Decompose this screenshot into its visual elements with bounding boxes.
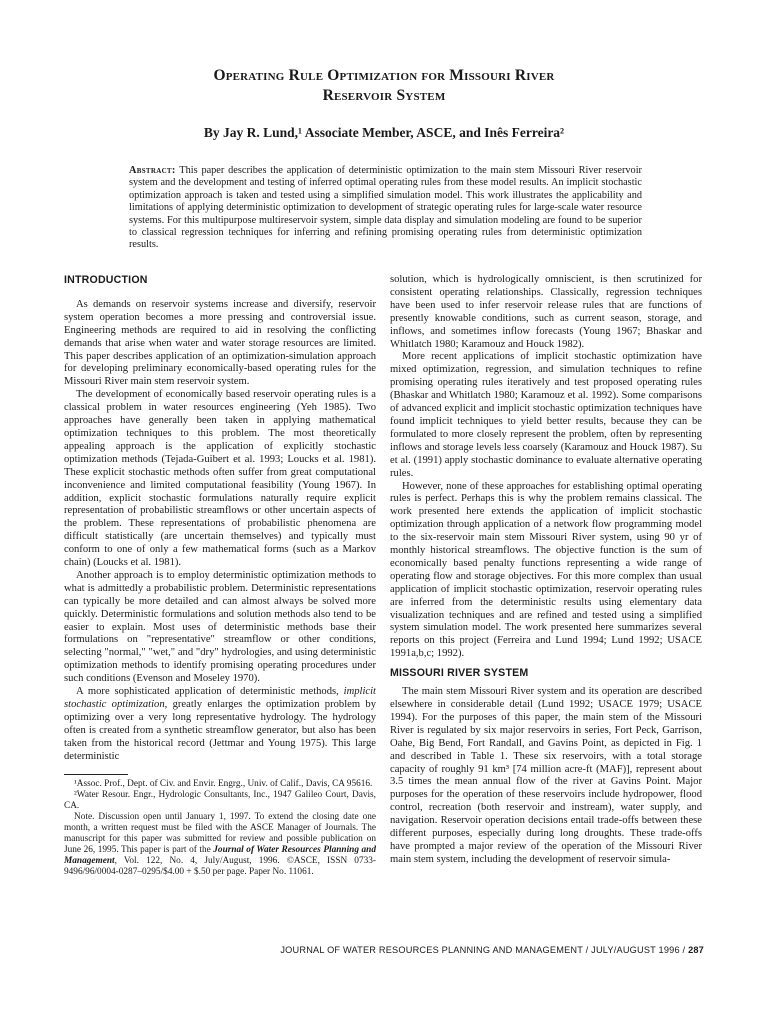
right-column: [390, 274, 702, 867]
left-column: [64, 274, 376, 878]
page-footer: [280, 945, 704, 955]
footnotes: [64, 779, 376, 879]
footnote-rule: [64, 774, 128, 775]
paragraph: The development of economically based reservoir operating rules is a classical problem in water resources engineering (Yeh 1985). Two approaches have generally been taken in applying mathematical optimization techniques to this problem. The most theoretically appealing approach is the application of explicitly stochastic optimization methods (Tejada-Guibert et al. 1993; Loucks et al. 1981). These explicit stochastic methods often suffer from great computational inconvenience and limited computational feasibility (Young 1967). In addition, explicit stochastic formulations naturally require explicit representation of probabilistic streamflows or other uncertain aspects of the problem. These representations of probabilistic phenomena are difficult statistically (are uncertain themselves) and typically must conform to one of only a few mathematical forms (such as a Markov chain) (Loucks et al. 1981).: [64, 389, 376, 569]
footnote-2: ²Water Resour. Engr., Hydrologic Consultants, Inc., 1947 Galileo Court, Davis, CA.: [64, 789, 376, 811]
text-run: , greatly enlarges the optimization problem by optimizing over a very long representative hydrology. The hydrology often is created from a synthetic streamflow generator, but also has been taken from the historical record (Jettmar and Young 1975). This large deterministic: [64, 699, 376, 762]
abstract-label: Abstract:: [129, 165, 176, 176]
text-run: , Vol. 122, No. 4, July/August, 1996. ©ASCE, ISSN 0733-9496/96/0004-0287–0295/$4.00 + $.50 per page. Paper No. 11061.: [64, 856, 376, 878]
section-heading-introduction: INTRODUCTION: [64, 274, 148, 286]
paragraph: The main stem Missouri River system and its operation are described elsewhere in considerable detail (Lund 1992; USACE 1979; USACE 1994). For the purposes of this paper, the main stem of the Missouri River is regulated by six major reservoirs in series, Fort Peck, Garrison, Oahe, Big Bend, Fort Randall, and Gavins Point, as depicted in Fig. 1 and described in Table 1. These six reservoirs, with a total storage capacity of roughly 91 km³ [74 million acre-ft (MAF)], represent about 3.5 times the mean annual flow of the river at Gavins Point. Major purposes for the operation of these reservoirs include hydropower, flood control, recreation (both reservoir and instream), water supply, and navigation. Reservoir operation decisions entail trade-offs between these different purposes, especially during long droughts. These trade-offs have prompted a major review of the operation of the Missouri River main stem system, including the development of reservoir simula-: [390, 686, 702, 865]
abstract: [129, 165, 642, 252]
discussion-note: [64, 812, 376, 879]
footnote-1: ¹Assoc. Prof., Dept. of Civ. and Envir. Engrg., Univ. of Calif., Davis, CA 95616.: [74, 778, 373, 789]
author-line: By Jay R. Lund,¹ Associate Member, ASCE, and Inês Ferreira²: [203, 125, 565, 140]
text-run: Note. Discussion open until January 1, 1997. To extend the closing date one month, a written request must be filed with the ASCE Manager of Journals. The manuscript for this paper was submitted for review and possible publication on June 26, 1995. This paper is part of the: [64, 811, 376, 856]
paper-title: [60, 66, 708, 106]
abstract-text: This paper describes the application of deterministic optimization to the main stem Missouri River reservoir system and the development and testing of inferred optimal operating rules from these model results. An implicit stochastic optimization approach is taken and tested using a simplified simulation model. This work illustrates the applicability and limitations of applying deterministic optimization to development of strategic operating rules for large-scale water resource systems. For this multipurpose multireservoir system, simple data display and simulation modeling are found to be superior to classical regression techniques for inferring and refining promising operating rules from deterministic optimization results.: [129, 165, 642, 251]
footer-journal: JOURNAL OF WATER RESOURCES PLANNING AND MANAGEMENT / JULY/AUGUST 1996 /: [280, 945, 689, 955]
paragraph: Another approach is to employ deterministic optimization methods to what is admittedly a probabilistic problem. Deterministic representations can typically be more detailed and can almost always be solved more quickly. Deterministic formulations and solution methods also tend to be easier to explain. Most uses of deterministic methods base their formulations on "representative" streamflow or other conditions, selecting "normal," "wet," and "dry" hydrologies, and using deterministic optimization methods to identify promising operating procedures under such conditions (Evenson and Moseley 1970).: [64, 569, 376, 685]
emphasis-text: implicit stochastic optimization: [64, 686, 376, 710]
title-line-1: Operating Rule Optimization for Missouri River: [213, 67, 555, 84]
text-run: A more sophisticated application of deterministic methods,: [76, 686, 344, 698]
journal-name: Journal of Water Resources Planning and Management: [64, 845, 376, 867]
page-number: 287: [688, 945, 704, 955]
paragraph: solution, which is hydrologically omniscient, is then scrutinized for consistent operating relationships. Classically, regression techniques have been used to infer reservoir release rules that are functions of presently knowable conditions, such as current season, storage, and inflows, and sometimes inflow forecasts (Young 1967; Bhaskar and Whitlatch 1980; Karamouz and Houck 1982).: [390, 274, 702, 350]
paragraph: However, none of these approaches for establishing optimal operating rules is perfect. Perhaps this is why the problem remains classical. The work presented here extends the application of implicit stochastic optimization through application of a network flow programming model to the six-reservoir main stem Missouri River system, using 90 yr of monthly historical streamflows. The objective function is the sum of economically based penalty functions representing a wide range of operating flow and storage objectives. For this more complex than usual application of implicit stochastic optimization, reservoir operating rules are inferred from the deterministic results using elementary data visualization techniques and are refined and tested using a simplified system simulation model. The work presented here summarizes several reports on this project (Ferreira and Lund 1994; Lund 1992; USACE 1991a,b,c; 1992).: [390, 480, 702, 660]
paragraph: [64, 686, 376, 763]
section-heading-missouri-river-system: MISSOURI RIVER SYSTEM: [390, 667, 529, 680]
paragraph: As demands on reservoir systems increase and diversify, reservoir system operation becomes a more pressing and controversial issue. Engineering methods are required to aid in resolving the conflicting demands that arise when water and water storage resources are limited. This paper describes application of an optimization-simulation approach for developing preliminary economically-based operating rules for the Missouri River main stem reservoir system.: [64, 298, 376, 388]
paragraph: More recent applications of implicit stochastic optimization have mixed optimization, regression, and simulation techniques to refine promising operating rules iteratively and test proposed operating rules (Bhaskar and Whitlatch 1980; Karamouz et al. 1992). Some comparisons of advanced explicit and implicit stochastic optimization techniques have found implicit techniques to yield better results, because they can be formulated to more closely represent the problem, often by representing inflows and storage levels less coarsely (Karamouz and Houck 1987). Su et al. (1991) apply stochastic dominance to evaluate alternative operating rules.: [390, 351, 702, 479]
title-line-2: Reservoir System: [322, 87, 446, 104]
